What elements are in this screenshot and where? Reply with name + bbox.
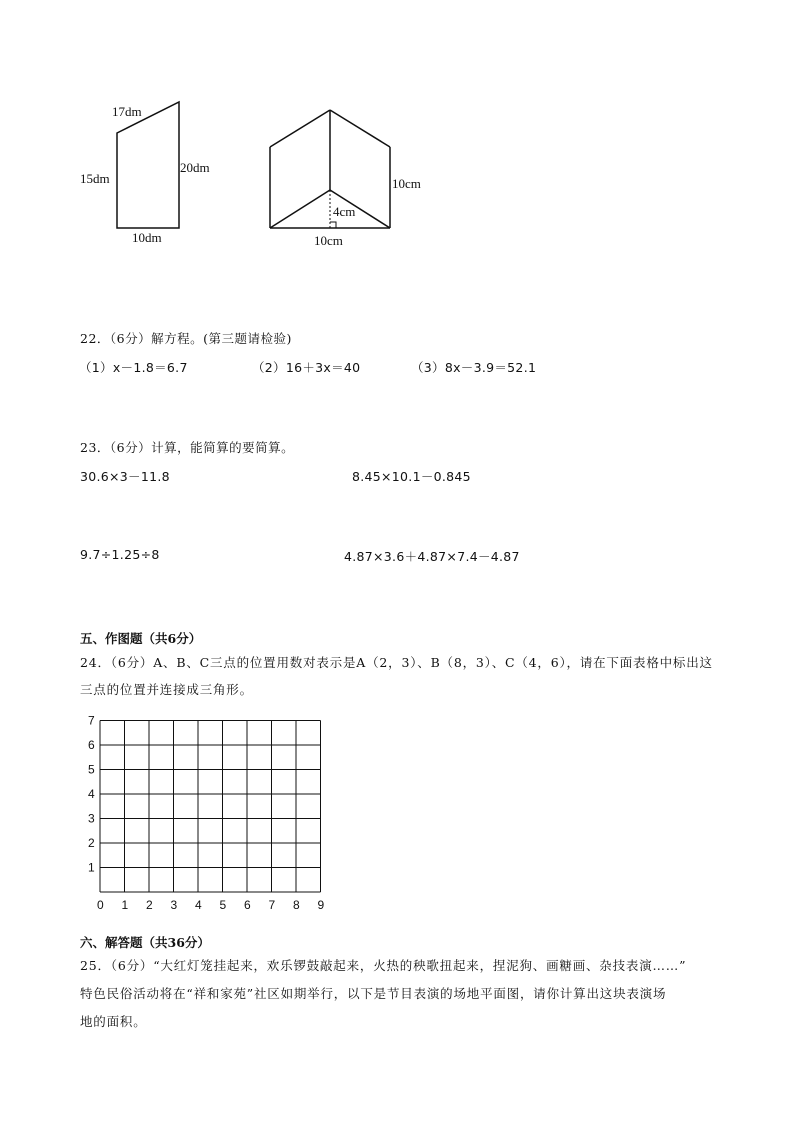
coordinate-grid	[88, 714, 325, 913]
grid-x-label: 8	[293, 898, 300, 912]
q22-item-1: （1）x－1.8＝6.7	[79, 360, 188, 375]
q23-item-3: 9.7÷1.25÷8	[80, 547, 160, 562]
section6-title: 六、解答题（共36分）	[80, 935, 210, 950]
q23-item-1: 30.6×3－11.8	[80, 469, 170, 484]
trapezoid-label-right: 20dm	[180, 160, 210, 175]
grid-x-label: 2	[146, 898, 153, 912]
grid-x-label: 6	[244, 898, 251, 912]
trapezoid-label-top: 17dm	[112, 104, 142, 119]
trapezoid-label-left: 15dm	[80, 171, 110, 186]
grid-y-label: 3	[88, 811, 95, 826]
grid-y-label: 7	[88, 713, 95, 728]
grid-x-label: 0	[97, 898, 104, 912]
q25-line-2: 特色民俗活动将在“祥和家苑”社区如期举行，以下是节目表演的场地平面图，请你计算出这块表演场	[80, 986, 667, 1001]
grid-x-label: 4	[195, 898, 202, 912]
grid-x-label: 3	[170, 898, 178, 912]
q22-item-3: （3）8x－3.9＝52.1	[411, 360, 537, 375]
grid-y-label: 6	[88, 738, 95, 752]
q25-line-1: 25．（6分）“大红灯笼挂起来，欢乐锣鼓敲起来，火热的秧歌扭起来，捏泥狗、画糖画、杂技表演……”	[80, 958, 687, 973]
grid-y-label: 5	[88, 762, 95, 777]
q22-title: 22．（6分）解方程。(第三题请检验)	[80, 331, 292, 346]
trapezoid-figure	[80, 102, 210, 245]
prism-label-base: 10cm	[314, 233, 343, 248]
q23-item-2: 8.45×10.1－0.845	[352, 469, 471, 484]
section5-title: 五、作图题（共6分）	[80, 631, 202, 646]
prism-label-side: 10cm	[392, 176, 421, 191]
right-angle-mark	[330, 222, 336, 228]
q22-item-2: （2）16＋3x＝40	[252, 360, 361, 375]
q24-line-1: 24．（6分）A、B、C三点的位置用数对表示是A（2，3）、B（8，3）、C（4，6），请在下面表格中标出这	[80, 655, 713, 670]
q23-title: 23．（6分）计算，能简算的要简算。	[80, 440, 295, 455]
grid-x-label: 5	[219, 898, 227, 912]
trapezoid-shape	[117, 102, 179, 228]
grid-y-label: 1	[88, 860, 95, 875]
trapezoid-label-bottom: 10dm	[132, 230, 162, 245]
prism-figure	[270, 110, 421, 248]
q23-item-4: 4.87×3.6＋4.87×7.4－4.87	[344, 549, 520, 564]
q25-line-3: 地的面积。	[80, 1014, 147, 1029]
grid-x-label: 1	[121, 898, 129, 912]
grid-x-label: 7	[268, 898, 276, 912]
grid-y-label: 4	[88, 787, 95, 801]
grid-x-label: 9	[317, 898, 325, 912]
prism-label-height: 4cm	[333, 204, 356, 219]
q24-line-2: 三点的位置并连接成三角形。	[80, 682, 253, 697]
grid-y-label: 2	[88, 836, 95, 850]
